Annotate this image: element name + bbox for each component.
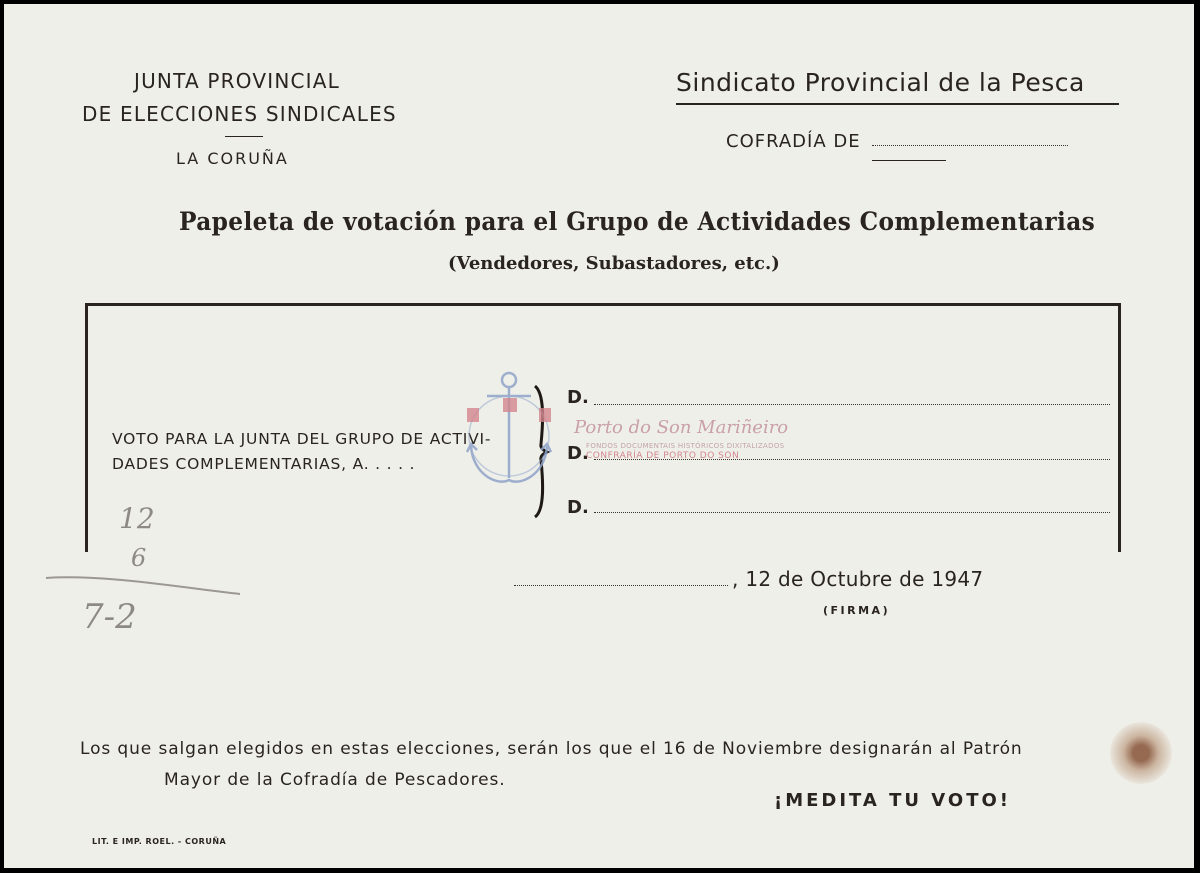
slogan: ¡MEDITA TU VOTO!	[774, 790, 1011, 811]
footer-line1: Los que salgan elegidos en estas elecciones, serán los que el 16 de Noviembre designarán al Patrón	[80, 739, 1023, 759]
vote-instruction-line1: VOTO PARA LA JUNTA DEL GRUPO DE ACTIVI-	[112, 430, 492, 448]
signature-location-line[interactable]	[514, 585, 728, 586]
watermark-org: CONFRARÍA DE PORTO DO SON	[586, 451, 740, 461]
firma-label: (FIRMA)	[823, 604, 891, 617]
pencil-note-1: 12	[119, 502, 155, 535]
signature-date: , 12 de Octubre de 1947	[732, 567, 984, 591]
vote-instruction-line2: DADES COMPLEMENTARIAS, A. . . . .	[112, 455, 416, 473]
header-left-divider	[225, 136, 263, 137]
watermark-sub: FONDOS DOCUMENTAIS HISTÓRICOS DIXITALIZADOS	[586, 442, 785, 450]
pencil-stroke	[44, 570, 244, 600]
anchor-watermark-icon	[459, 368, 559, 498]
candidate-1-line[interactable]	[594, 404, 1110, 405]
candidate-1-label: D.	[567, 387, 589, 408]
watermark-script: Porto do Son Mariñeiro	[574, 417, 789, 438]
header-left-line3: LA CORUÑA	[176, 149, 289, 168]
header-left-line2: DE ELECCIONES SINDICALES	[82, 102, 397, 126]
pencil-note-2: 6	[131, 544, 147, 572]
candidate-3-line[interactable]	[594, 512, 1110, 513]
ballot-paper	[4, 4, 1194, 868]
cofradia-label: COFRADÍA DE	[726, 131, 861, 152]
sindicato-title: Sindicato Provincial de la Pesca	[676, 68, 1085, 97]
ballot-title: Papeleta de votación para el Grupo de Actividades Complementarias	[179, 207, 1096, 236]
candidate-2-label: D.	[567, 443, 589, 464]
cofradia-fill-line	[872, 145, 1068, 146]
candidate-3-label: D.	[567, 497, 589, 518]
printer-imprint: LIT. E IMP. ROEL. - CORUÑA	[92, 837, 227, 846]
ballot-subtitle: (Vendedores, Subastadores, etc.)	[448, 253, 780, 274]
header-left-line1: JUNTA PROVINCIAL	[134, 69, 340, 93]
cofradia-short-rule	[872, 160, 946, 161]
stain-mark	[1110, 722, 1172, 784]
footer-line2: Mayor de la Cofradía de Pescadores.	[164, 770, 506, 790]
sindicato-underline	[676, 103, 1119, 105]
pencil-note-3: 7-2	[82, 597, 137, 637]
